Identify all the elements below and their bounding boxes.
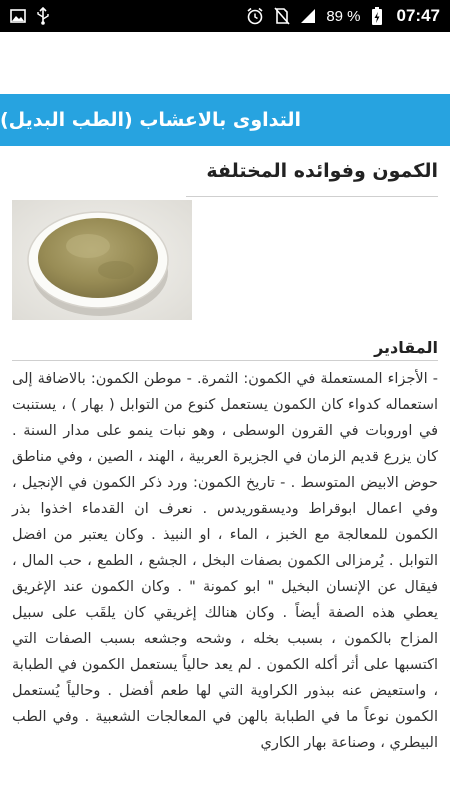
clock-time: 07:47: [396, 6, 440, 25]
page-title-bar: [0, 94, 450, 146]
status-bar-left: [10, 7, 50, 25]
article-title: الكمون وفوائده المختلفة: [206, 160, 438, 182]
battery-percent: 89 %: [326, 7, 361, 25]
usb-icon: [36, 7, 50, 25]
section-divider: [12, 360, 438, 361]
status-bar: [0, 0, 450, 32]
battery-charging-icon: [371, 6, 383, 26]
alarm-icon: [246, 7, 264, 25]
page-title: التداوى بالاعشاب (الطب البديل): [0, 109, 302, 131]
article-image: [12, 200, 192, 320]
image-icon: [10, 9, 26, 23]
no-sim-icon: [274, 7, 290, 25]
section-title: المقادير: [374, 338, 438, 357]
article-content[interactable]: [0, 146, 450, 800]
status-bar-right: [246, 6, 440, 26]
title-divider: [186, 196, 438, 197]
article-body: - الأجزاء المستعملة في الكمون: الثمرة. - موطن الكمون: بالاضافة إلى استعماله كدواء كان الكمون يستعمل كنوع من التوابل ( بهار ) ، يستنبت في اوروبات في القرون الوسطى ، وهو نبات ينمو على مدار السنة . كان يزرع قديم الزمان في الجزيرة العربية ، الهند ، الصين ، وفي مناطق حوض الابيض المتوسط . - تاريخ الكمون: ورد ذكر الكمون في الإنجيل ، وفي اعمال ابوقراط وديسقوريدس . نعرف ان القدماء اخذوا بذر الكمون للمعالجة مع الخبز ، الماء ، او النبيذ . وكان يعتبر من افضل التوابل . يُرمزالى الكمون بصفات البخل ، الجشع ، الطمع ، حب المال ، فيقال عن الإنسان البخيل " ابو كمونة " . وكان الكمون عند الإغريق يعطي هذه الصفة أيضاً . وكان هنالك إغريقي كان يلقَب على سبيل المزاح بالكمون ، بسبب بخله ، وشحه وجشعه بسبب الصفات التي اكتسبها على أثر أكله الكمون . لم يعد حالياً يستعمل الكمون في الطبابة ، واستعيض عنه ببذور الكراوية التي لها طعم أفضل . وحالياً يُستعمل الكمون نوعاً ما في الطبابة بالهن في المعالجات الشعبية . وفي الطب البيطري ، وصناعة بهار الكاري: [12, 371, 438, 751]
signal-icon: [300, 8, 316, 24]
app-bar-blank: [0, 32, 450, 94]
